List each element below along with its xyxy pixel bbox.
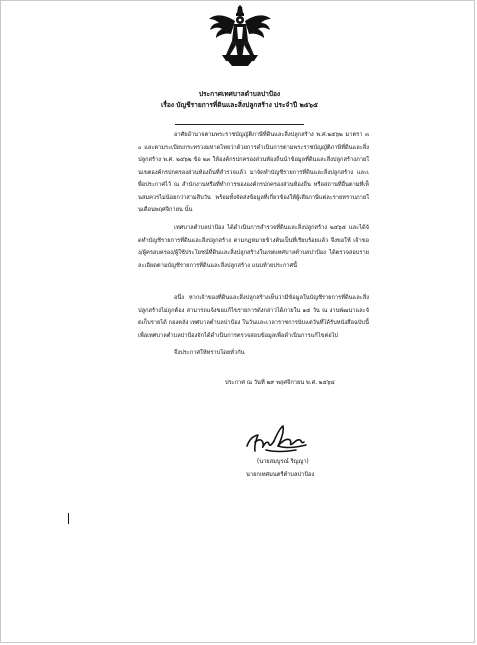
body-paragraph-1: อาศัยอำนาจตามพระราชบัญญัติภาษีที่ดินและสิ่งปลูกสร้าง พ.ศ.๒๕๖๒ มาตรา ๓๐ และตามระเบียบกระทรวงมหาดไทยว่าด้วยการดำเนินการตามพระราชบัญญัติภาษีที่ดินและสิ่งปลูกสร้าง พ.ศ. ๒๕๖๒ ข้อ ๒๓ ให้องค์กรปกครองส่วนท้องถิ่นนำข้อมูลที่ดินและสิ่งปลูกสร้างภายในเขตองค์กรปกครองส่วนท้องถิ่นที่สำรวจแล้ว มาจัดทำบัญชีรายการที่ดินและสิ่งปลูกสร้าง และเพื่อประกาศไว้ ณ สำนักงานหรือที่ทำการขององค์กรปกครองส่วนท้องถิ่น หรือสถานที่อื่นตามที่เห็นสมควรไม่น้อยกว่าสามสิบวัน พร้อมทั้งจัดส่งข้อมูลที่เกี่ยวข้องให้ผู้เสียภาษีแต่ละรายทราบภายในเดือนพฤศจิกายน นั้น	[138, 132, 369, 213]
text-cursor[interactable]	[68, 513, 69, 524]
handwritten-signature	[244, 422, 308, 455]
announcement-dateline: ประกาศ ณ วันที่ ๒๙ พฤศจิกายน พ.ศ. ๒๕๖๔	[225, 380, 335, 386]
announcement-subject: เรื่อง บัญชีรายการที่ดินและสิ่งปลูกสร้าง ประจำปี ๒๕๖๕	[161, 101, 318, 109]
signer-name: (นายสมบูรณ์ ริญญา)	[257, 459, 309, 465]
signer-position: นายกเทศมนตรีตำบลปาป้อง	[246, 472, 315, 478]
body-paragraph-2: เทศบาลตำบลปาป้อง ได้ดำเนินการสำรวจที่ดินและสิ่งปลูกสร้าง ๒๕๖๕ และได้จัดทำบัญชีรายการที่ดินและสิ่งปลูกสร้าง ตามกฎหมายข้างต้นเป็นที่เรียบร้อยแล้ว จึงขอให้ เจ้าของ/ผู้ครอบครอง/ผู้ใช้ประโยชน์ที่ดินและสิ่งปลูกสร้างในเขตเทศบาลตำบลปาป้อง ได้ตรวจสอบรายละเอียดตามบัญชีรายการที่ดินและสิ่งปลูกสร้าง แนบท้ายประกาศนี้	[138, 225, 369, 269]
garuda-emblem-icon	[208, 5, 272, 67]
closing-statement: จึงประกาศให้ทราบโดยทั่วกัน	[174, 350, 245, 356]
title-divider	[175, 124, 304, 125]
announcement-heading: ประกาศเทศบาลตำบลปาป้อง	[198, 90, 281, 98]
body-paragraph-3: อนึ่ง หากเจ้าของที่ดินและสิ่งปลูกสร้างเห็นว่ามีข้อมูลในบัญชีรายการที่ดินและสิ่งปลูกสร้างไม่ถูกต้อง สามารถแจ้งขอแก้ไขรายการดังกล่าวได้ภายใน ๑๕ วัน ณ งานพัฒนาและจัดเก็บรายได้ กองคลัง เทศบาลตำบลปาป้อง ในวันและเวลาราชการนับแต่วันที่ได้รับหนังสือฉบับนี้ เพื่อเทศบาลตำบลปาป้องจักได้ดำเนินการตรวจสอบข้อมูลเพื่อดำเนินการแก้ไขต่อไป	[138, 295, 369, 339]
